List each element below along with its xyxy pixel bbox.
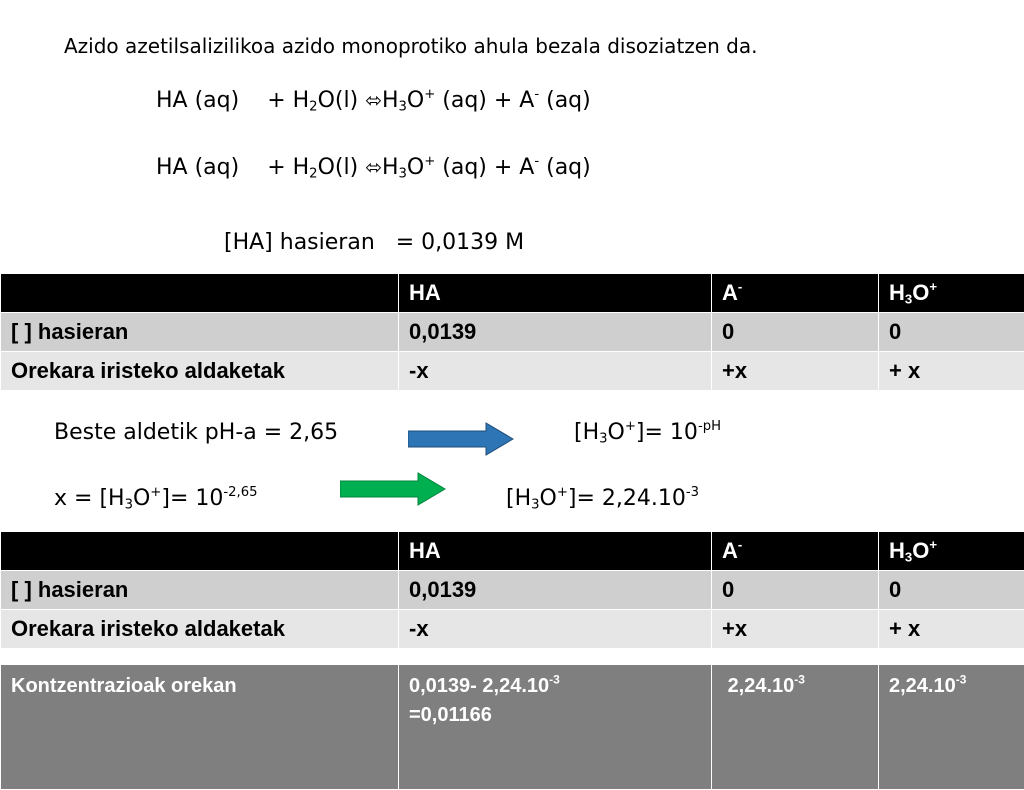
cell-ha: 0,0139- $2,24.10^{-3}$ =0,01166 xyxy=(399,665,712,790)
equation-products: $H_3O^+$ (aq) + A- (aq) xyxy=(382,155,591,180)
equilibrium-table xyxy=(0,664,1024,790)
initial-label: [HA] hasieran xyxy=(224,230,375,255)
header-h3o: $H_3O^+$ xyxy=(879,274,1024,313)
cell-ha: -x xyxy=(399,352,712,391)
equation-water: + $H_2O(l)$ xyxy=(267,88,358,113)
cell-a: $2,24.10^{-3}$ xyxy=(712,665,879,790)
table-row xyxy=(1,665,1024,790)
cell-a: 0 xyxy=(712,571,879,610)
intro-text: Azido azetilsalizilikoa azido monoprotiko ahula bezala disoziatzen da. xyxy=(64,34,757,58)
equation-ha: HA (aq) xyxy=(156,88,239,113)
table-header-row xyxy=(1,274,1024,313)
table-row xyxy=(1,352,1024,391)
equation-water: + $H_2O(l)$ xyxy=(267,155,358,180)
cell-ha: 0,0139 xyxy=(399,571,712,610)
equilibrium-arrow-icon: ⬄ xyxy=(365,88,382,112)
cell-a: 0 xyxy=(712,313,879,352)
cell-a: +x xyxy=(712,352,879,391)
table-header-row xyxy=(1,532,1024,571)
header-ha: HA xyxy=(399,532,712,571)
row-label: [ ] hasieran xyxy=(1,571,399,610)
row-label: Kontzentrazioak orekan xyxy=(1,665,399,790)
header-a: A- xyxy=(712,532,879,571)
table-row xyxy=(1,313,1024,352)
equilibrium-arrow-icon: ⬄ xyxy=(365,155,382,179)
row-label: [ ] hasieran xyxy=(1,313,399,352)
ph-result: $[H_3O^+]= 10^{-pH}$ xyxy=(574,420,721,445)
cell-ha: -x xyxy=(399,610,712,649)
x-equation: $x = [H_3O^+]= 10^{-2,65}$ xyxy=(54,486,258,511)
cell-h3o: 0 xyxy=(879,313,1024,352)
initial-concentration xyxy=(224,230,524,255)
equation-ha: HA (aq) xyxy=(156,155,239,180)
header-empty xyxy=(1,532,399,571)
blue-arrow-icon xyxy=(408,422,514,456)
equation-products: $H_3O^+$ (aq) + A- (aq) xyxy=(382,88,591,113)
ice-table-1 xyxy=(0,273,1024,391)
cell-a: +x xyxy=(712,610,879,649)
row-label: Orekara iristeko aldaketak xyxy=(1,352,399,391)
ph-text: Beste aldetik pH-a = 2,65 xyxy=(54,420,338,445)
table-row xyxy=(1,610,1024,649)
table-row xyxy=(1,571,1024,610)
cell-h3o: + x xyxy=(879,352,1024,391)
header-h3o: $H_3O^+$ xyxy=(879,532,1024,571)
cell-h3o: + x xyxy=(879,610,1024,649)
equation-line-2 xyxy=(156,155,591,180)
green-arrow-icon xyxy=(340,472,446,506)
cell-ha: 0,0139 xyxy=(399,313,712,352)
row-label: Orekara iristeko aldaketak xyxy=(1,610,399,649)
header-ha: HA xyxy=(399,274,712,313)
cell-h3o: $2,24.10^{-3}$ xyxy=(879,665,1024,790)
equation-line-1 xyxy=(156,88,591,113)
initial-value: = 0,0139 M xyxy=(396,230,524,255)
ice-table-2 xyxy=(0,531,1024,649)
header-a: A- xyxy=(712,274,879,313)
header-empty xyxy=(1,274,399,313)
h3o-result: $[H_3O^+]= 2,24.10^{-3}$ xyxy=(506,486,699,511)
cell-h3o: 0 xyxy=(879,571,1024,610)
